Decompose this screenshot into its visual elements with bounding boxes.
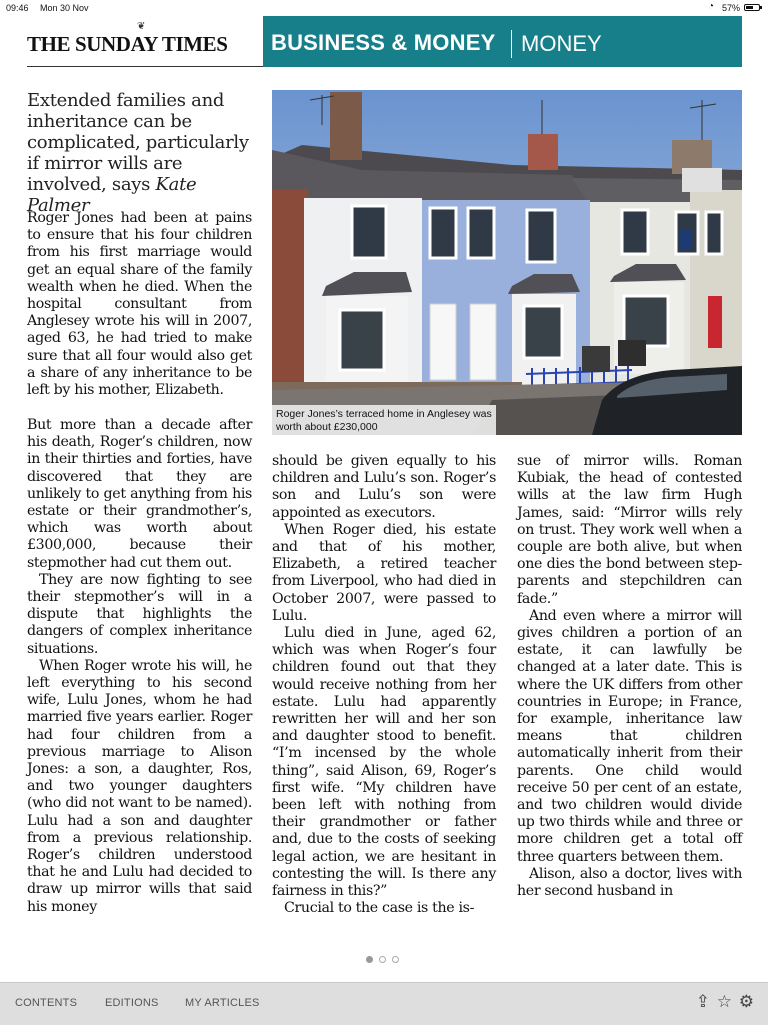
paragraph: When Roger died, his estate and that of his mother, Elizabeth, a retired teacher from Liverpool, who had died in October 2007, were passed to Lulu. bbox=[272, 521, 496, 624]
toolbar-actions bbox=[694, 992, 754, 1012]
status-bar bbox=[0, 0, 768, 16]
page-indicator[interactable] bbox=[366, 955, 406, 965]
article-column-1 bbox=[27, 210, 252, 399]
paragraph: Alison, also a doctor, lives with her second husband in bbox=[517, 865, 742, 900]
status-time: 09:46 bbox=[6, 3, 29, 13]
paragraph: When Roger wrote his will, he left everything to his second wife, Lulu Jones, whom he had married five years earlier. Roger had four children from a previous marriage to Alison Jones: a son, a daughter, Ros, and two younger daughters (who did not want to be named). Lulu had a son and daughter from a previous relationship. Roger’s children understood that he and Lulu had decided to draw up mirror wills that said his money bbox=[27, 657, 252, 915]
standfirst-text: Extended families and inheritance can be complicated, particularly if mirror wills are involved, says bbox=[27, 90, 249, 195]
page-dot[interactable] bbox=[392, 956, 399, 963]
status-date: Mon 30 Nov bbox=[40, 3, 89, 13]
subsection-name: MONEY bbox=[521, 31, 602, 56]
article-column-2 bbox=[272, 453, 496, 917]
newspaper-title: THE SUNDAY TIMES bbox=[27, 32, 228, 56]
image-caption: Roger Jones’s terraced home in Anglesey was worth about £230,000 bbox=[272, 405, 496, 435]
paragraph: But more than a decade after his death, Roger’s children, now in their thirties and forties, have discovered that they are unlikely to get anything from his estate or their grandmother’s, which was worth about £300,000, because their stepmother had cut them out. bbox=[27, 417, 252, 571]
gear-icon[interactable]: ⚙ bbox=[738, 992, 754, 1011]
paragraph: Crucial to the case is the is- bbox=[284, 900, 475, 917]
article-column-1-continued bbox=[27, 417, 252, 916]
author-name: Kate Palmer bbox=[27, 174, 197, 216]
paragraph: They are now fighting to see their stepmother’s will in a dispute that highlights the dangers of complex inheritance situations. bbox=[27, 571, 252, 657]
crest-icon: ❦ bbox=[137, 21, 146, 32]
my-articles-button[interactable]: MY ARTICLES bbox=[185, 997, 260, 1009]
star-icon[interactable]: ☆ bbox=[716, 992, 733, 1011]
wifi-icon: ◔ bbox=[708, 1, 715, 12]
page-dot[interactable] bbox=[379, 956, 386, 963]
share-icon[interactable]: ⇪ bbox=[695, 992, 711, 1011]
section-divider bbox=[511, 30, 512, 58]
battery-percent: 57% bbox=[722, 3, 741, 13]
masthead bbox=[27, 18, 263, 66]
paragraph: Lulu died in June, aged 62, which was when Roger’s four children found out that they would receive nothing from her estate. Lulu had apparently rewritten her will and her son and daughter stood to benefit. “I’m incensed by the whole thing”, said Alison, 69, Roger’s first wife. “My children have been left with nothing from their grandmother or father and, due to the costs of seeking legal action, we are hesitant in contesting the will. Is there any fairness in this?” bbox=[272, 625, 496, 900]
battery-icon bbox=[744, 4, 760, 11]
paragraph: Roger Jones had been at pains to ensure that his four children from his first marriage would get an equal share of the family wealth when he died. When the hospital consultant from Anglesey wrote his will in 2007, aged 63, he had tried to make sure that all four would also get a share of any inheritance to be left by his mother, Elizabeth. bbox=[27, 210, 252, 399]
paragraph: And even where a mirror will gives children a portion of an estate, it can lawfully be changed at a later date. This is where the UK differs from other countries in Europe; in France, for example, inheritance law means that children automatically inherit from their parents. One child would receive 50 per cent of an estate, and two children would divide up two thirds while and three or more children get a total off three quarters between them. bbox=[517, 607, 742, 865]
section-header bbox=[263, 16, 742, 67]
section-name: BUSINESS & MONEY bbox=[271, 30, 496, 55]
bottom-toolbar bbox=[0, 982, 768, 1025]
editions-button[interactable]: EDITIONS bbox=[105, 997, 159, 1009]
masthead-rule bbox=[27, 66, 263, 67]
contents-button[interactable]: CONTENTS bbox=[15, 997, 78, 1009]
paragraph: should be given equally to his children and Lulu’s son. Roger’s son and Lulu’s son were appointed as executors. bbox=[272, 453, 496, 521]
page-dot[interactable] bbox=[366, 956, 373, 963]
article-column-3 bbox=[517, 453, 742, 900]
standfirst bbox=[27, 90, 257, 216]
terraced-house-image bbox=[272, 90, 742, 435]
article-photo[interactable] bbox=[272, 90, 742, 435]
paragraph: sue of mirror wills. Roman Kubiak, the head of contested wills at the law firm Hugh James, said: “Mirror wills rely on trust. They work well when a couple are both alive, but when one dies the bond between step-parents and stepchildren can fade.” bbox=[517, 453, 742, 607]
